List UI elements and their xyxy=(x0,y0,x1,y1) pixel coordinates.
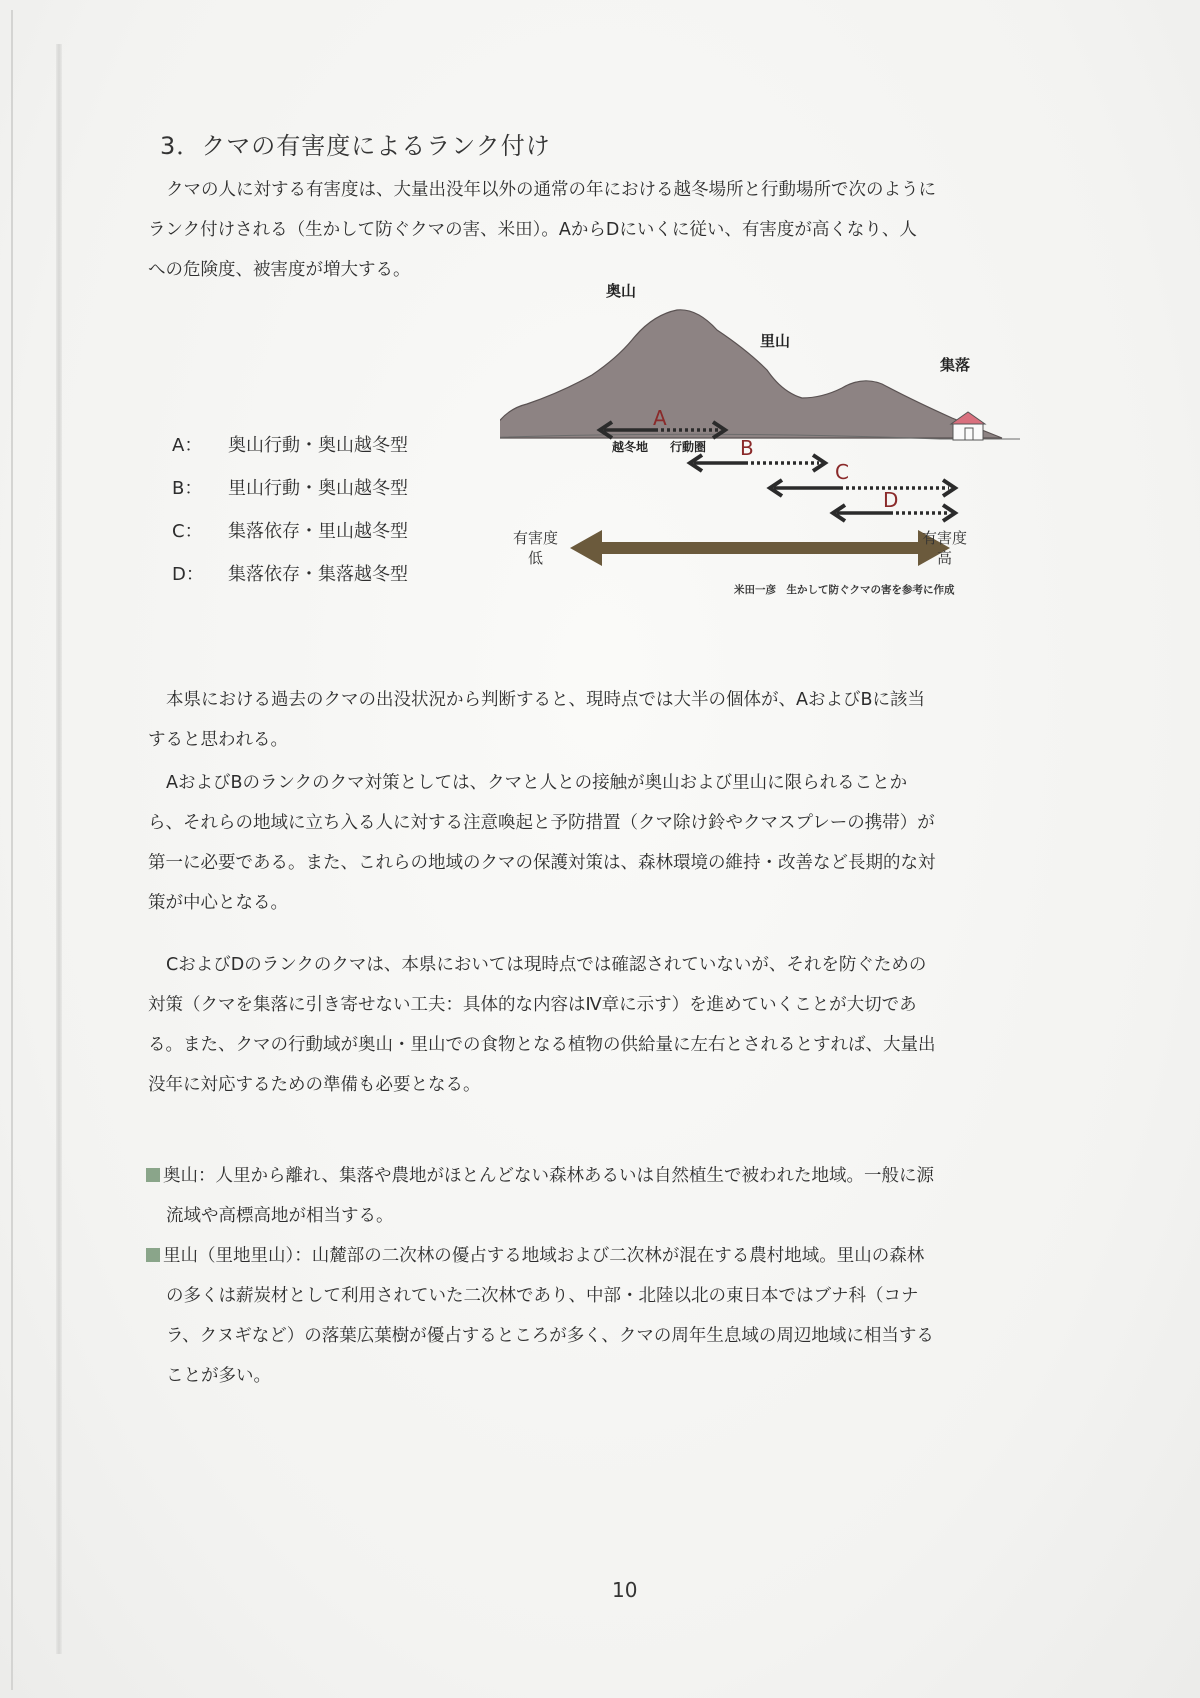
legend-label: 里山行動・奥山越冬型 xyxy=(228,478,408,499)
harm-low-label xyxy=(513,528,558,568)
section-heading: 3．クマの有害度によるランク付け xyxy=(160,132,551,160)
body-line: ら、それらの地域に立ち入る人に対する注意喚起と予防措置（クマ除け鈴やクマスプレーの携帯）が xyxy=(148,813,935,833)
legend-item-b xyxy=(172,467,408,510)
harm-scale-arrow xyxy=(570,530,950,566)
body-line: 対策（クマを集落に引き寄せない工夫：具体的な内容はⅣ章に示す）を進めていくことが大切であ xyxy=(148,995,917,1015)
glossary-line: の多くは薪炭材として利用されていた二次林であり、中部・北陸以北の東日本ではブナ科（コナ xyxy=(166,1286,919,1306)
mountain-silhouette xyxy=(500,310,1002,438)
intro-line: への危険度、被害度が増大する。 xyxy=(148,260,411,280)
glossary xyxy=(146,1156,1116,1396)
body-line: 策が中心となる。 xyxy=(148,893,288,913)
glossary-line: 里山（里地里山）：山麓部の二次林の優占する地域および二次林が混在する農村地域。里山の森林 xyxy=(163,1246,925,1266)
label-village: 集落 xyxy=(940,356,971,374)
rank-letter-c: C xyxy=(835,460,849,484)
square-bullet-icon xyxy=(146,1168,160,1182)
village-house-icon xyxy=(951,412,985,440)
intro-line: ランク付けされる（生かして防ぐクマの害、米田）。AからDにいくに従い、有害度が高くなり、人 xyxy=(148,220,917,240)
label-satoyama: 里山 xyxy=(760,332,791,350)
legend-key: B： xyxy=(172,478,203,499)
rank-letter-d: D xyxy=(883,488,899,512)
body-line: る。また、クマの行動域が奥山・里山での食物となる植物の供給量に左右とされるとすれば、大量出 xyxy=(148,1035,936,1055)
harm-low-title: 有害度 xyxy=(513,529,559,547)
page-number: 10 xyxy=(612,1578,638,1602)
body-paragraph-2 xyxy=(148,763,1108,923)
scan-edge-line xyxy=(11,10,13,1690)
body-line: 本県における過去のクマの出没状況から判断すると、現時点では大半の個体が、AおよびBに該当 xyxy=(166,690,925,710)
binding-shadow xyxy=(56,44,62,1654)
harm-high-value: 高 xyxy=(937,549,953,567)
legend-item-d xyxy=(172,553,408,596)
harm-high-title: 有害度 xyxy=(922,529,968,547)
legend-item-a xyxy=(172,424,408,467)
rank-legend xyxy=(172,424,408,596)
harm-low-value: 低 xyxy=(528,549,544,567)
diagram-credit: 米田一彦 生かして防ぐクマの害を参考に作成 xyxy=(734,584,955,596)
legend-label: 奥山行動・奥山越冬型 xyxy=(228,435,408,456)
body-paragraph-1 xyxy=(148,680,1108,760)
bear-range-diagram xyxy=(500,282,1080,648)
rank-letter-b: B xyxy=(740,436,754,460)
glossary-line: 流域や高標高地が相当する。 xyxy=(166,1206,394,1226)
body-line: CおよびDのランクのクマは、本県においては現時点では確認されていないが、それを防ぐための xyxy=(166,955,927,975)
glossary-line: 奥山：人里から離れ、集落や農地がほとんどない森林あるいは自然植生で被われた地域。一般に源 xyxy=(163,1166,935,1186)
body-paragraph-3 xyxy=(148,945,1108,1105)
legend-item-c xyxy=(172,510,408,553)
body-line: すると思われる。 xyxy=(148,730,288,750)
intro-paragraph xyxy=(148,170,1108,290)
square-bullet-icon xyxy=(146,1248,160,1262)
glossary-item-okuyama xyxy=(146,1156,1116,1236)
legend-label: 集落依存・里山越冬型 xyxy=(228,521,408,542)
label-okuyama: 奥山 xyxy=(606,282,637,300)
intro-line: クマの人に対する有害度は、大量出没年以外の通常の年における越冬場所と行動場所で次のように xyxy=(166,180,936,200)
harm-high-label xyxy=(922,528,967,568)
legend-key: D： xyxy=(172,564,204,585)
legend-key: C： xyxy=(172,521,203,542)
legend-label: 集落依存・集落越冬型 xyxy=(228,564,408,585)
arrow-a-winter-label: 越冬地 xyxy=(612,440,649,454)
glossary-line: ラ、クヌギなど）の落葉広葉樹が優占するところが多く、クマの周年生息域の周辺地域に相当する xyxy=(166,1326,934,1346)
rank-letter-a: A xyxy=(653,406,667,430)
glossary-item-satoyama xyxy=(146,1236,1116,1396)
range-arrow-c xyxy=(770,480,955,496)
body-line: 第一に必要である。また、これらの地域のクマの保護対策は、森林環境の維持・改善など長期的な対 xyxy=(148,853,936,873)
glossary-line: ことが多い。 xyxy=(166,1366,271,1386)
body-line: AおよびBのランクのクマ対策としては、クマと人との接触が奥山および里山に限られることか xyxy=(166,773,908,793)
legend-key: A： xyxy=(172,435,203,456)
arrow-a-activity-label: 行動圏 xyxy=(670,440,707,454)
range-arrow-b xyxy=(690,455,825,471)
body-line: 没年に対応するための準備も必要となる。 xyxy=(148,1075,481,1095)
